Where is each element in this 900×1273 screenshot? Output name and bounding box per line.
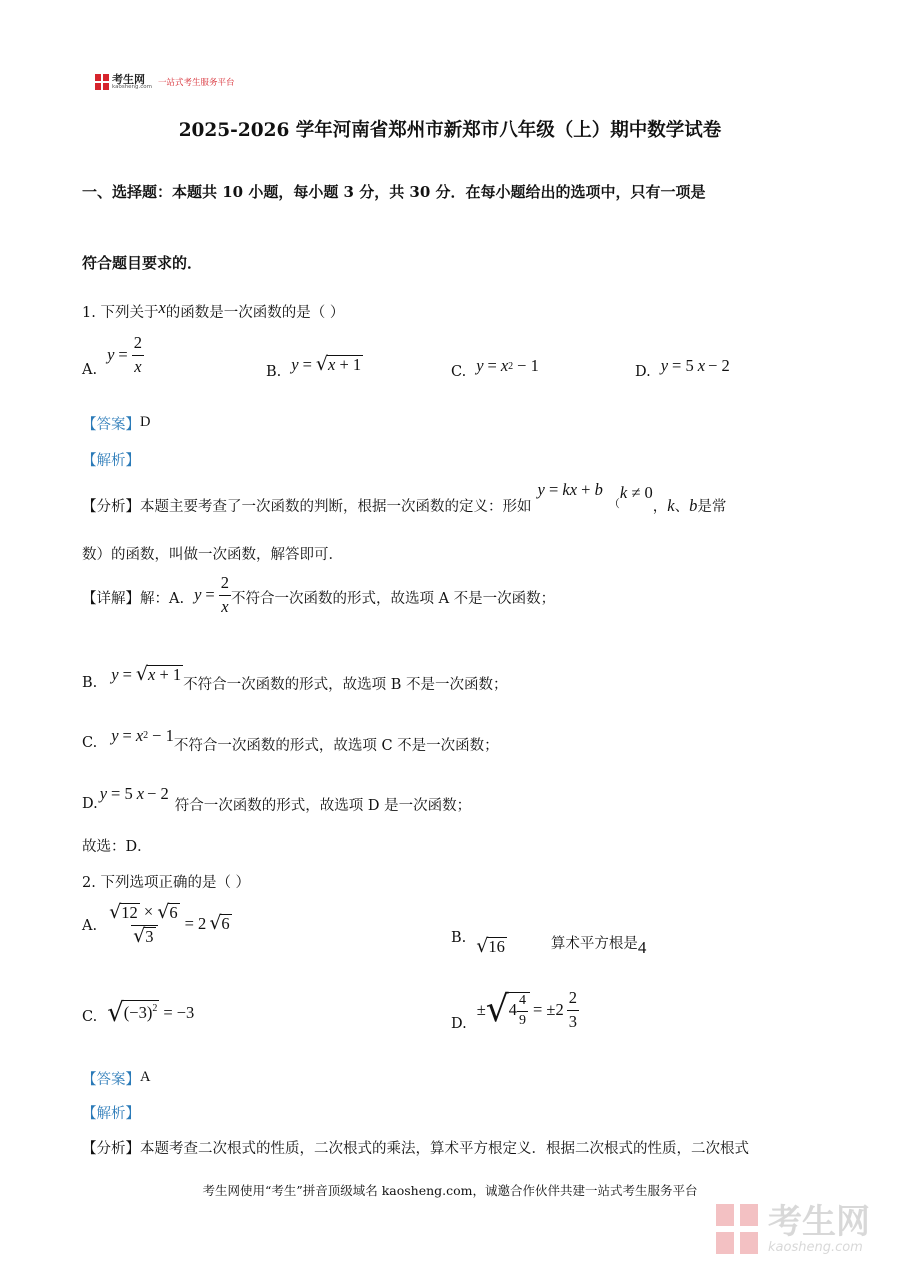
option-label: C.: [82, 1009, 98, 1025]
q2-option-c: C. √ $(-3)^2$ = −3: [82, 998, 195, 1028]
option-label: D.: [451, 1016, 467, 1032]
q1-fenxi-line2: 数）的函数，叫做一次函数，解答即可．: [82, 547, 343, 563]
q2-option-d: D. ± √ 4 $\frac{4}{9}$ = ±2 $\frac{2}{3}$: [451, 988, 577, 1032]
q1-detail-c: C. y = x 2 − 1 不符合一次函数的形式，故选项 C 不是一次函数；: [82, 725, 499, 754]
q1-analysis-tag: 【解析】: [82, 453, 140, 469]
q1-answer: 【答案】D: [82, 414, 151, 433]
option-label: A.: [82, 917, 98, 934]
q2-analysis-tag: 【解析】: [82, 1106, 140, 1122]
watermark-logo-icon: [716, 1204, 760, 1254]
q1-option-d: D. y = 5 x − 2: [635, 356, 730, 380]
page-title: 2025-2026 学年河南省郑州市新郑市八年级（上）期中数学试卷: [178, 120, 722, 141]
footer-watermark: [716, 1201, 870, 1255]
q1-option-c: C. y = x 2 − 1: [451, 356, 539, 380]
header-slogan: 一站式考生服务平台: [158, 78, 235, 88]
q2-option-b: B. √ 16 算术平方根是 4: [451, 930, 647, 958]
q1-option-b: B. y = √ x + 1: [266, 353, 362, 380]
option-label: A.: [82, 362, 98, 378]
q1-conclusion: 故选：D．: [82, 839, 152, 855]
option-label: B.: [266, 364, 282, 380]
option-label: C.: [451, 364, 467, 380]
q2-option-a: A. √ 12 × √ 6 √ 3 = 2 √ 6: [82, 901, 230, 947]
footer-text: 考生网使用“考生”拼音顶级域名 kaosheng.com，诚邀合作伙伴共建一站式考生服务平台: [202, 1183, 698, 1198]
q1-detail-d: D. y = 5 x − 2 符合一次函数的形式，故选项 D 是一次函数；: [82, 783, 472, 814]
watermark-text: 考生网: [768, 1201, 870, 1242]
q1-stem: 1. 下列关于x的函数是一次函数的是（ ）: [82, 298, 345, 321]
q1-detail-a: 【详解】解：A. y = $\frac{2}{x}$ 不符合一次函数的形式，故选项 A 不是一次函数；: [82, 573, 556, 616]
option-label: D.: [635, 364, 651, 380]
q1-detail-b: B. y = √ x + 1 不符合一次函数的形式，故选项 B 不是一次函数；: [82, 662, 508, 693]
section-heading-line1: 一、选择题：本题共 10 小题，每小题 3 分，共 30 分．在每小题给出的选项中，只有一项是: [82, 183, 706, 201]
q2-fenxi: 【分析】本题考查二次根式的性质，二次根式的乘法，算术平方根定义．根据二次根式的性质，二次根式: [82, 1141, 749, 1157]
logo-icon: [95, 74, 109, 90]
q2-answer: 【答案】A: [82, 1069, 151, 1088]
watermark-subtext: kaosheng.com: [768, 1239, 863, 1255]
section-heading-line2: 符合题目要求的．: [82, 254, 203, 272]
header-logo: [95, 72, 235, 92]
q1-fenxi: 【分析】本题主要考查了一次函数的判断，根据一次函数的定义：形如 y = kx + b （ k ≠ 0 ，k、b是常: [82, 480, 727, 515]
logo-subtext: kaosheng.com: [112, 83, 153, 90]
logo-text: 考生网: [112, 72, 145, 86]
option-label: B.: [451, 930, 467, 946]
q2-stem: 2. 下列选项正确的是（ ）: [82, 875, 251, 891]
q1-option-a: A. y = $\frac{2}{x}$: [82, 333, 142, 378]
